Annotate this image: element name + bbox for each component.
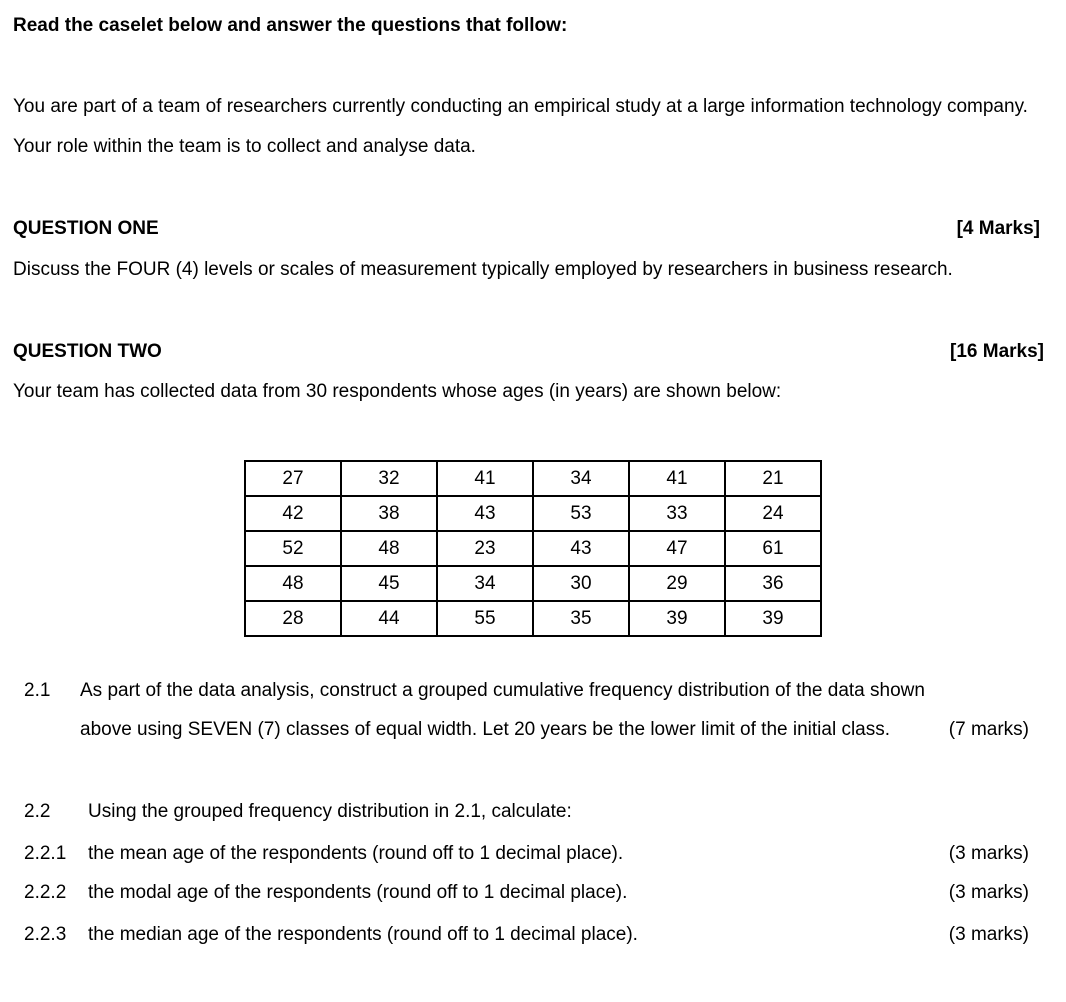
table-cell: 28 bbox=[245, 601, 341, 636]
table-cell: 45 bbox=[341, 566, 437, 601]
question-two-title: QUESTION TWO bbox=[13, 341, 162, 362]
table-cell: 55 bbox=[437, 601, 533, 636]
table-cell: 36 bbox=[725, 566, 821, 601]
table-cell: 34 bbox=[533, 461, 629, 496]
question-2-2-text: Using the grouped frequency distribution in 2.1, calculate: bbox=[88, 801, 572, 822]
table-row bbox=[245, 601, 821, 636]
question-2-2-number: 2.2 bbox=[24, 801, 51, 822]
table-row bbox=[245, 496, 821, 531]
question-one-text: Discuss the FOUR (4) levels or scales of measurement typically employed by researchers in business research. bbox=[13, 259, 953, 280]
table-cell: 32 bbox=[341, 461, 437, 496]
table-cell: 33 bbox=[629, 496, 725, 531]
question-2-2-1-number: 2.2.1 bbox=[24, 843, 67, 864]
question-two-marks: [16 Marks] bbox=[950, 341, 1044, 362]
table-cell: 43 bbox=[437, 496, 533, 531]
ages-table bbox=[244, 460, 822, 637]
table-cell: 21 bbox=[725, 461, 821, 496]
table-cell: 61 bbox=[725, 531, 821, 566]
table-cell: 48 bbox=[341, 531, 437, 566]
question-one-title: QUESTION ONE bbox=[13, 218, 159, 239]
table-row bbox=[245, 566, 821, 601]
table-cell: 42 bbox=[245, 496, 341, 531]
question-one-marks: [4 Marks] bbox=[956, 218, 1040, 239]
table-row bbox=[245, 531, 821, 566]
table-cell: 30 bbox=[533, 566, 629, 601]
table-cell: 41 bbox=[629, 461, 725, 496]
question-2-2-3-text: the median age of the respondents (round off to 1 decimal place). bbox=[88, 924, 638, 945]
table-cell: 41 bbox=[437, 461, 533, 496]
question-2-2-2-text: the modal age of the respondents (round off to 1 decimal place). bbox=[88, 882, 628, 903]
table-cell: 47 bbox=[629, 531, 725, 566]
table-cell: 29 bbox=[629, 566, 725, 601]
table-cell: 27 bbox=[245, 461, 341, 496]
table-row bbox=[245, 461, 821, 496]
table-cell: 23 bbox=[437, 531, 533, 566]
table-cell: 39 bbox=[629, 601, 725, 636]
question-two-text: Your team has collected data from 30 respondents whose ages (in years) are shown below: bbox=[13, 381, 782, 402]
table-cell: 52 bbox=[245, 531, 341, 566]
table-cell: 53 bbox=[533, 496, 629, 531]
caselet-paragraph-line-2: Your role within the team is to collect and analyse data. bbox=[13, 136, 476, 157]
question-2-2-2-number: 2.2.2 bbox=[24, 882, 67, 903]
table-cell: 24 bbox=[725, 496, 821, 531]
table-cell: 34 bbox=[437, 566, 533, 601]
question-2-2-1-text: the mean age of the respondents (round off to 1 decimal place). bbox=[88, 843, 624, 864]
question-2-1-text-line-2: above using SEVEN (7) classes of equal width. Let 20 years be the lower limit of the initial class. bbox=[80, 719, 891, 740]
question-2-2-2-marks: (3 marks) bbox=[948, 882, 1029, 903]
question-2-2-3-number: 2.2.3 bbox=[24, 924, 67, 945]
caselet-heading: Read the caselet below and answer the questions that follow: bbox=[13, 15, 568, 36]
table-cell: 43 bbox=[533, 531, 629, 566]
question-2-1-marks: (7 marks) bbox=[948, 719, 1029, 740]
table-cell: 48 bbox=[245, 566, 341, 601]
question-2-2-1-marks: (3 marks) bbox=[948, 843, 1029, 864]
table-cell: 44 bbox=[341, 601, 437, 636]
question-2-1-number: 2.1 bbox=[24, 680, 51, 701]
question-2-2-3-marks: (3 marks) bbox=[948, 924, 1029, 945]
caselet-paragraph-line-1: You are part of a team of researchers currently conducting an empirical study at a large information technology company. bbox=[13, 96, 1028, 117]
table-cell: 38 bbox=[341, 496, 437, 531]
table-cell: 39 bbox=[725, 601, 821, 636]
table-cell: 35 bbox=[533, 601, 629, 636]
question-2-1-text-line-1: As part of the data analysis, construct a grouped cumulative frequency distribution of the data shown bbox=[80, 680, 925, 701]
